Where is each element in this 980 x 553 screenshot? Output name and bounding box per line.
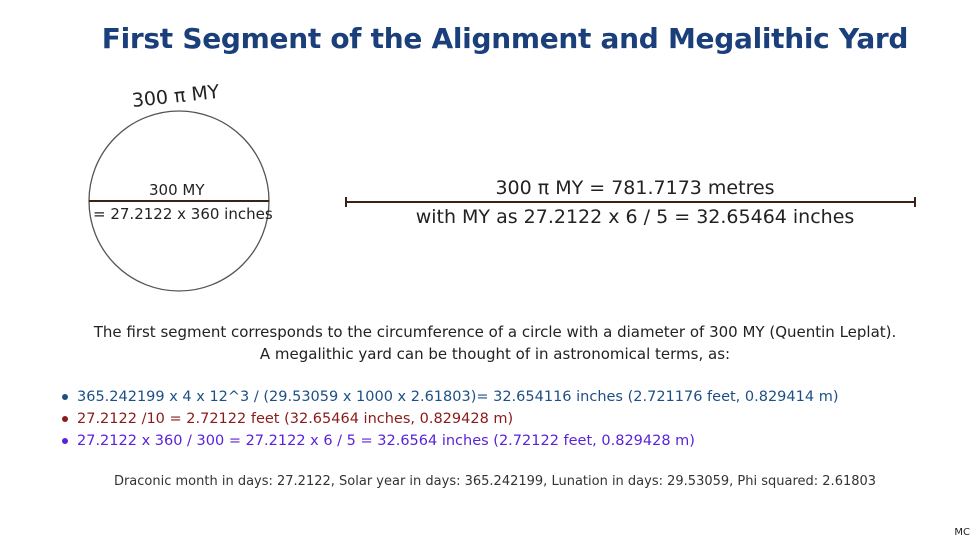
bullet-icon <box>62 438 68 444</box>
list-item <box>62 430 838 452</box>
description-line-1: The first segment corresponds to the circumference of a circle with a diameter of 300 MY (Quentin Leplat). <box>93 323 897 341</box>
formula-text: 27.2122 x 360 / 300 = 27.2122 x 6 / 5 = 32.6564 inches (2.72122 feet, 0.829428 m) <box>77 433 695 449</box>
segment-length-label: 300 π MY = 781.7173 metres <box>495 177 775 199</box>
list-item <box>62 386 838 408</box>
circumference-label: 300 π MY <box>130 80 221 112</box>
bullet-icon <box>62 416 68 422</box>
formula-list <box>62 386 838 452</box>
formula-text: 27.2122 /10 = 2.72122 feet (32.65464 inches, 0.829428 m) <box>77 411 514 427</box>
bullet-icon <box>62 394 68 400</box>
page-title: First Segment of the Alignment and Megalithic Yard <box>101 22 909 55</box>
constants-footnote: Draconic month in days: 27.2122, Solar year in days: 365.242199, Lunation in days: 29.53059, Phi squared: 2.61803 <box>113 474 877 489</box>
list-item <box>62 408 838 430</box>
diameter-inches-label: = 27.2122 x 360 inches <box>93 205 273 223</box>
diameter-label: 300 MY <box>149 181 205 199</box>
author-initials: MC <box>954 527 970 538</box>
description-line-2: A megalithic yard can be thought of in astronomical terms, as: <box>259 345 731 363</box>
my-definition-label: with MY as 27.2122 x 6 / 5 = 32.65464 inches <box>415 206 855 228</box>
formula-text: 365.242199 x 4 x 12^3 / (29.53059 x 1000 x 2.61803)= 32.654116 inches (2.721176 feet, 0.829414 m) <box>77 389 839 405</box>
